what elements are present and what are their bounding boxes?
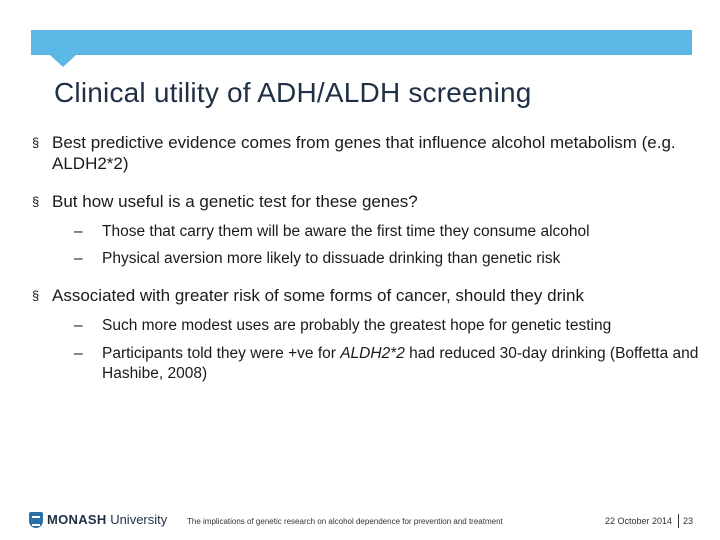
sub-bullet-text-start: Participants told they were +ve for (102, 345, 341, 362)
slide-footer (0, 505, 720, 535)
sub-bullet-item (30, 316, 700, 336)
footer-divider (678, 514, 679, 528)
sub-bullet-text: Those that carry them will be aware the first time they consume alcohol (102, 223, 590, 240)
header-bar-notch (50, 55, 76, 67)
dash-marker: – (74, 317, 83, 334)
sub-bullet-item (30, 222, 700, 242)
header-accent-bar (31, 30, 692, 55)
sub-bullet-item (30, 344, 700, 384)
page-number: 23 (683, 516, 694, 526)
bullet-item (30, 191, 700, 212)
bullet-text: But how useful is a genetic test for these genes? (52, 192, 418, 211)
bullet-marker-icon: § (32, 135, 40, 150)
logo-primary: MONASH (47, 512, 107, 527)
bullet-item (30, 132, 700, 174)
footer-caption: The implications of genetic research on alcohol dependence for prevention and treatment (187, 517, 503, 526)
gene-name: ALDH2*2 (340, 345, 405, 362)
monash-logo (47, 512, 167, 527)
sub-bullet-text: Physical aversion more likely to dissuade drinking than genetic risk (102, 250, 561, 267)
bullet-marker-icon: § (32, 288, 40, 303)
sub-bullet-text-end: had reduced 30-day drinking (Boffetta and Hashibe, 2008) (102, 345, 699, 382)
bullet-text: Best predictive evidence comes from genes that influence alcohol metabolism (e.g. ALDH2*2) (52, 133, 676, 173)
slide-title: Clinical utility of ADH/ALDH screening (54, 77, 532, 108)
footer-date: 22 October 2014 (605, 516, 673, 526)
bullet-text: Associated with greater risk of some forms of cancer, should they drink (52, 286, 584, 305)
dash-marker: – (74, 223, 83, 240)
bullet-marker-icon: § (32, 194, 40, 209)
dash-marker: – (74, 345, 83, 362)
sub-bullet-text: Such more modest uses are probably the greatest hope for genetic testing (102, 317, 612, 334)
bullet-item (30, 285, 700, 306)
sub-bullet-item (30, 249, 700, 269)
dash-marker: – (74, 250, 83, 267)
monash-crest-icon (29, 512, 43, 528)
slide-body (30, 132, 700, 384)
logo-secondary: University (106, 512, 168, 527)
